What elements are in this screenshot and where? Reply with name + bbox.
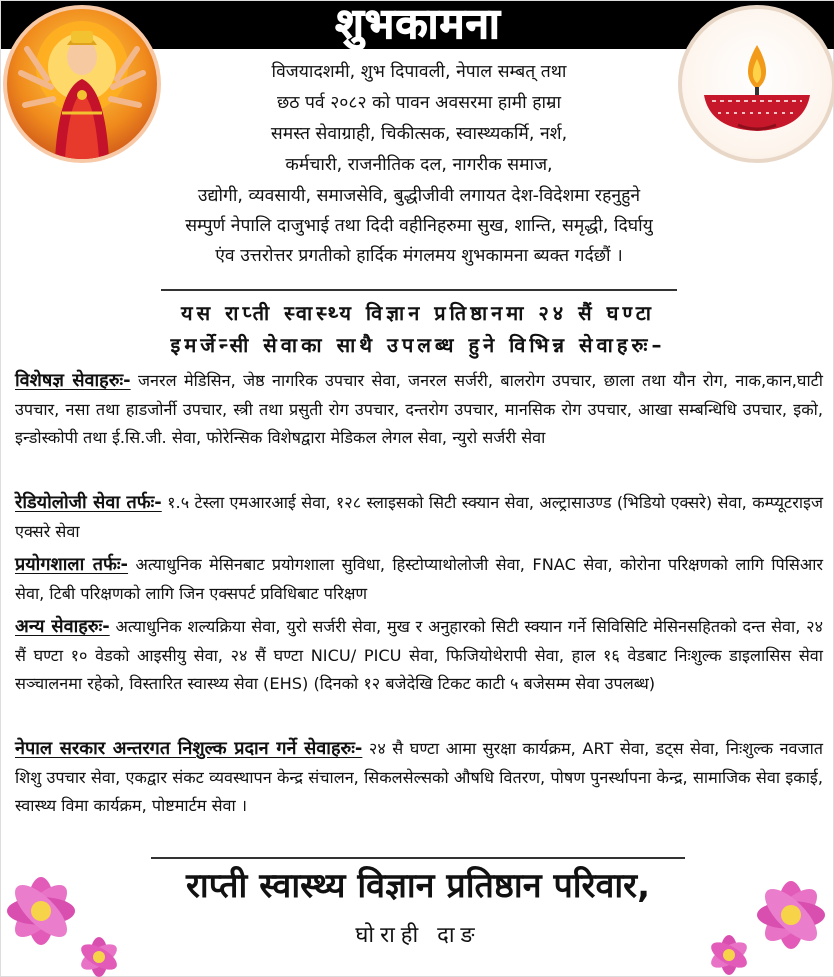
organization-name: राप्ती स्वास्थ्य विज्ञान प्रतिष्ठान परिवार,: [185, 866, 650, 906]
service-section-specialist: [15, 367, 823, 453]
section-heading: अन्य सेवाहरुः-: [15, 616, 110, 637]
section-heading: नेपाल सरकार अन्तरगत निशुल्क प्रदान गर्ने सेवाहरुः-: [15, 738, 363, 759]
goddess-icon: [7, 9, 157, 159]
diya-image: [678, 5, 834, 163]
section-heading: प्रयोगशाला तर्फः-: [15, 554, 129, 575]
section-heading: विशेषज्ञ सेवाहरुः-: [15, 370, 131, 391]
organization-location: घोराही दाङ: [355, 923, 481, 948]
greeting-line: समस्त सेवाग्राही, चिकीत्सक, स्वास्थ्यकर्मि, नर्श,: [270, 124, 568, 144]
service-section-other: [15, 613, 823, 699]
service-section-government: [15, 735, 823, 821]
greeting-line: कर्मचारी, राजनीतिक दल, नागरीक समाज,: [285, 155, 553, 175]
service-section-radiology: [15, 489, 823, 546]
section-text: अत्याधुनिक शल्यक्रिया सेवा, युरो सर्जरी सेवा, मुख र अनुहारको सिटी स्क्यान गर्ने सिविसिटि मेसिनसहितको दन्त सेवा, २४ सैं घण्टा १० वेडको आइसीयु सेवा, २४ सैं घण्टा NICU/ PICU सेवा, फिजियोथेरापी सेवा, हाल १६ वेडबाट निःशुल्क डाइलासिस सेवा सञ्चालनमा रहेको, विस्तारित स्वास्थ्य सेवा (EHS) (दिनको १२ बजेदेखि टिकट काटी ५ बजेसम्म सेवा उपलब्ध): [15, 617, 823, 693]
greeting-line: छठ पर्व २०८२ को पावन अवसरमा हामी हाम्रा: [276, 93, 562, 113]
goddess-image: [3, 5, 161, 163]
greeting-line: उद्योगी, व्यवसायी, समाजसेवि, बुद्धीजीवी लगायत देश-विदेशमा रहनुहुने: [197, 186, 641, 206]
section-heading: रेडियोलोजी सेवा तर्फः-: [15, 492, 162, 513]
section-text: अत्याधुनिक मेसिनबाट प्रयोगशाला सुविधा, हिस्टोप्याथोलोजी सेवा, FNAC सेवा, कोरोना परिक्षणको लागि पिसिआर सेवा, टिबी परिक्षणको लागि जिन एक्सपर्ट प्रविधिबाट परिक्षण: [15, 555, 823, 603]
greeting-intro-wide: [41, 181, 797, 271]
greeting-line: सम्पुर्ण नेपालि दाजुभाई तथा दिदी वहीनिहरुमा सुख, शान्ति, समृद्धी, दिर्घायु: [185, 216, 653, 236]
diya-icon: [682, 9, 832, 159]
service-section-lab: [15, 551, 823, 608]
greeting-line: विजयादशमी, शुभ दिपावली, नेपाल सम्बत् तथा: [271, 62, 567, 82]
divider: [151, 857, 685, 859]
services-title: [15, 297, 821, 361]
greeting-intro-narrow: [161, 57, 677, 181]
poster-title: शुभकामना: [335, 0, 501, 48]
services-title-line: यस राप्ती स्वास्थ्य विज्ञान प्रतिष्ठानमा २४ सैं घण्टा: [181, 301, 655, 325]
services-title-line: इमर्जेन्सी सेवाका साथै उपलब्ध हुने विभिन्न सेवाहरुः–: [170, 333, 666, 357]
section-text: १.५ टेस्ला एमआरआई सेवा, १२८ स्लाइसको सिटी स्क्यान सेवा, अल्ट्रासाउण्ड (भिडियो एक्सरे) सेवा, कम्प्यूटराइज एक्सरे सेवा: [15, 493, 823, 541]
section-text: २४ सै घण्टा आमा सुरक्षा कार्यक्रम, ART सेवा, डट्स सेवा, निःशुल्क नवजात शिशु उपचार सेवा, एकद्वार संकट व्यवस्थापन केन्द्र संचालन, सिकलसेल्सको औषधि वितरण, पोषण पुनर्स्थापना केन्द्र, सामाजिक सेवा इकाई, स्वास्थ्य विमा कार्यक्रम, पोष्टमार्टम सेवा ।: [15, 739, 823, 815]
section-text: जनरल मेडिसिन, जेष्ठ नागरिक उपचार सेवा, जनरल सर्जरी, बालरोग उपचार, छाला तथा यौन रोग, नाक,कान,घाटी उपचार, नसा तथा हाडजोर्नी उपचार, स्त्री तथा प्रसुती रोग उपचार, दन्तरोग उपचार, मानसिक रोग उपचार, आखा सम्बन्धिधि उपचार, इको, इन्डोस्कोपी तथा ई.सि.जी. सेवा, फोरेन्सिक विशेषद्वारा मेडिकल लेगल सेवा, न्युरो सर्जरी सेवा: [15, 371, 823, 447]
divider: [161, 289, 677, 291]
greeting-line: एंव उत्तरोत्तर प्रगतीको हार्दिक मंगलमय शुभकामना ब्यक्त गर्दछौं ।: [215, 246, 623, 266]
